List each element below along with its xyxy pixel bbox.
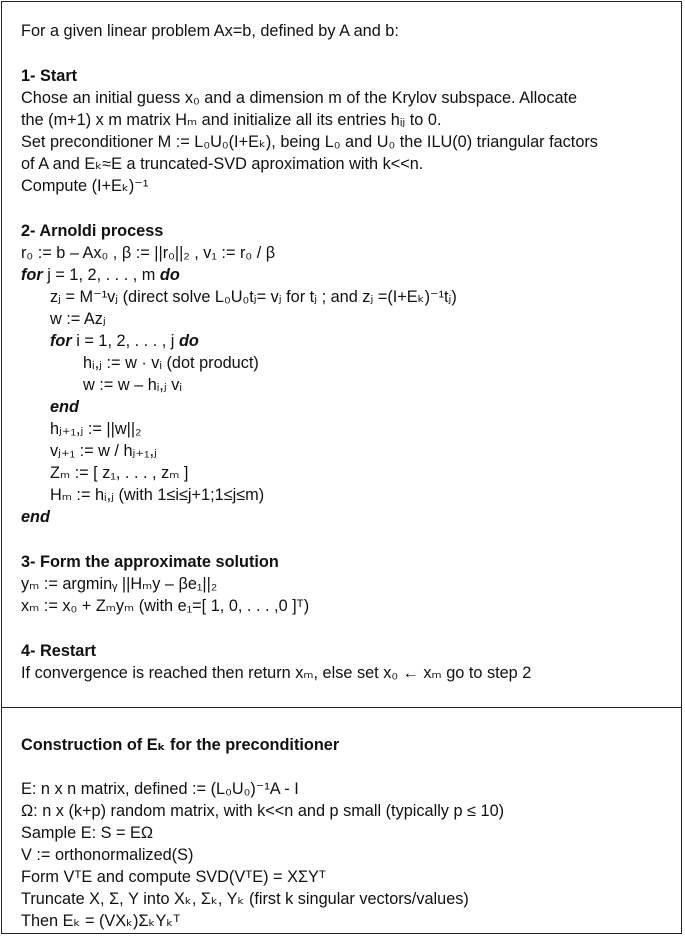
outer-for-line bbox=[21, 265, 180, 285]
intro-text: For a given linear problem Ax=b, defined by A and b: bbox=[21, 22, 399, 40]
step2-heading: 2- Arnoldi process bbox=[21, 222, 164, 240]
step1-line4: of A and Eₖ≈E a truncated-SVD aproximation with k<<n. bbox=[21, 155, 424, 173]
construction-line6: Truncate X, Σ, Y into Xₖ, Σₖ, Yₖ (first k singular vectors/values) bbox=[21, 890, 469, 908]
inner-range: i = 1, 2, . . . , j bbox=[76, 332, 175, 350]
h-next-line: hⱼ₊₁,ⱼ := ||w||₂ bbox=[50, 420, 142, 438]
step3-heading: 3- Form the approximate solution bbox=[21, 553, 279, 571]
hij-line: hᵢ,ⱼ := w · vᵢ (dot product) bbox=[83, 354, 259, 372]
section-divider bbox=[1, 707, 682, 708]
outer-range: j = 1, 2, . . . , m bbox=[47, 266, 156, 284]
Hm-line: Hₘ := hᵢ,ⱼ (with 1≤i≤j+1;1≤j≤m) bbox=[50, 486, 265, 504]
construction-line4: V := orthonormalized(S) bbox=[21, 846, 194, 864]
w-assign-line: w := Azⱼ bbox=[50, 310, 106, 328]
construction-heading: Construction of Eₖ for the preconditioner bbox=[21, 736, 340, 754]
step1-line5: Compute (I+Eₖ)⁻¹ bbox=[21, 177, 149, 195]
step1-heading: 1- Start bbox=[21, 67, 78, 85]
for-keyword: for bbox=[21, 266, 43, 284]
xm-line: xₘ := x₀ + Zₘyₘ (with e₁=[ 1, 0, . . . ,0 ]ᵀ) bbox=[21, 597, 310, 615]
inner-for-line bbox=[50, 331, 199, 351]
inner-for-keyword: for bbox=[50, 332, 72, 350]
inner-do-keyword: do bbox=[178, 332, 199, 350]
Zm-line: Zₘ := [ z₁, . . . , zₘ ] bbox=[50, 464, 189, 482]
step1-line2: the (m+1) x m matrix Hₘ and initialize all its entries hᵢⱼ to 0. bbox=[21, 111, 442, 129]
construction-line3: Sample E: S = EΩ bbox=[21, 824, 154, 842]
v-next-line: vⱼ₊₁ := w / hⱼ₊₁,ⱼ bbox=[50, 442, 157, 460]
w-update-line: w := w – hᵢ,ⱼ vᵢ bbox=[83, 376, 182, 394]
step4-heading: 4- Restart bbox=[21, 642, 97, 660]
construction-line2: Ω: n x (k+p) random matrix, with k<<n and p small (typically p ≤ 10) bbox=[21, 802, 505, 820]
zj-line: zⱼ = M⁻¹vⱼ (direct solve L₀U₀tⱼ= vⱼ for tⱼ ; and zⱼ =(I+Eₖ)⁻¹tⱼ) bbox=[50, 288, 457, 306]
construction-line1: E: n x n matrix, defined := (L₀U₀)⁻¹A - I bbox=[21, 780, 299, 798]
do-keyword: do bbox=[159, 266, 180, 284]
step4-line1: If convergence is reached then return xₘ, else set x₀ ← xₘ go to step 2 bbox=[21, 664, 532, 682]
inner-end-keyword: end bbox=[50, 398, 79, 416]
construction-line5: Form VᵀE and compute SVD(VᵀE) = XΣYᵀ bbox=[21, 868, 326, 886]
construction-line7: Then Eₖ = (VXₖ)ΣₖYₖᵀ bbox=[21, 912, 181, 930]
ym-line: yₘ := argminᵧ ||Hₘy – βe₁||₂ bbox=[21, 575, 218, 593]
arnoldi-init: r₀ := b – Ax₀ , β := ||r₀||₂ , v₁ := r₀ / β bbox=[21, 244, 276, 262]
outer-end-keyword: end bbox=[21, 508, 50, 526]
step1-line3: Set preconditioner M := L₀U₀(I+Eₖ), being L₀ and U₀ the ILU(0) triangular factors bbox=[21, 133, 598, 151]
step1-line1: Chose an initial guess x₀ and a dimension m of the Krylov subspace. Allocate bbox=[21, 89, 578, 107]
